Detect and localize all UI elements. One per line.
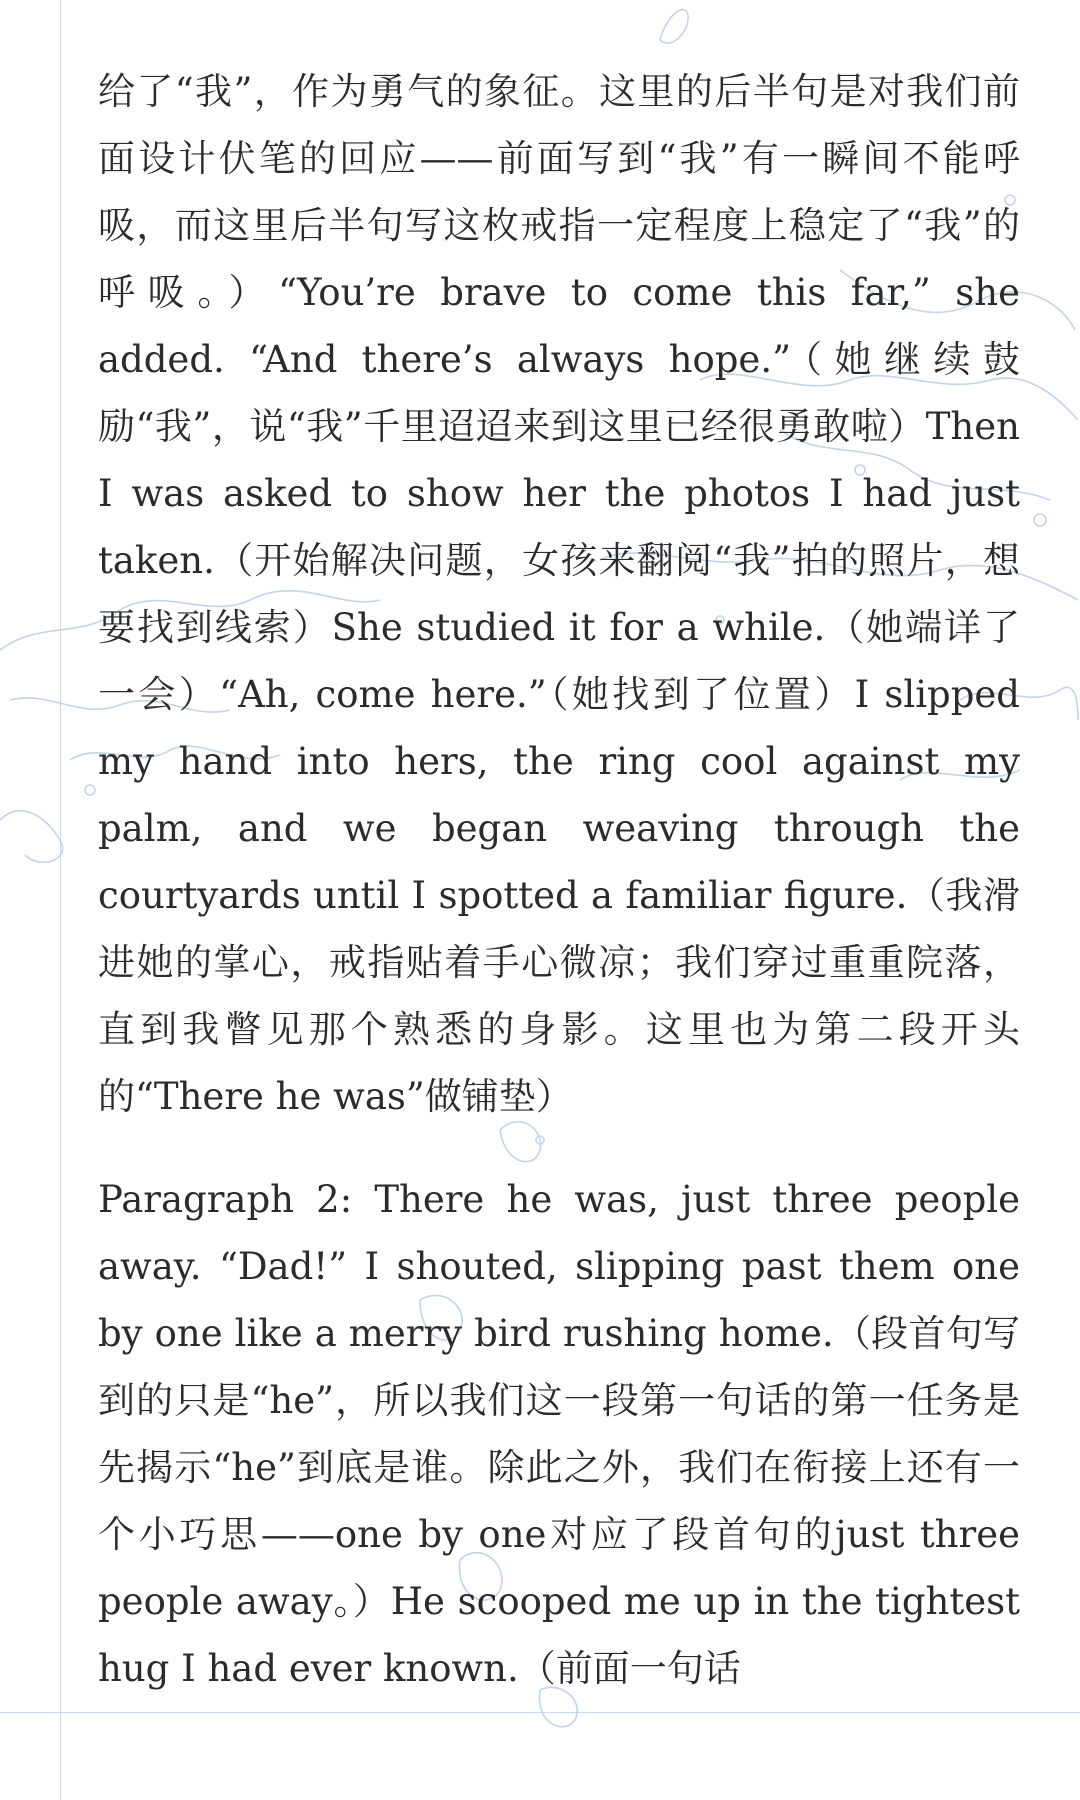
- page-bottom-rule: [0, 1712, 1080, 1713]
- notebook-margin-line: [60, 0, 61, 1800]
- document-body: [98, 58, 1020, 1702]
- paragraph-2: Paragraph 2: There he was, just three people away. “Dad!” I shouted, slipping past them one by one like a merry bird rushing home.（段首句写到的只是“he”，所以我们这一段第一句话的第一任务是先揭示“he”到底是谁。除此之外，我们在衔接上还有一个小巧思——one by one对应了段首句的just three people away。）He scooped me up in the tightest hug I had ever known.（前面一句话: [98, 1178, 1020, 1690]
- paragraph-1: 给了“我”，作为勇气的象征。这里的后半句是对我们前面设计伏笔的回应——前面写到“我”有一瞬间不能呼吸，而这里后半句写这枚戒指一定程度上稳定了“我”的呼吸。）“You’re brave to come this far,” she added. “And there’s always hope.”（她继续鼓励“我”，说“我”千里迢迢来到这里已经很勇敢啦）Then I was asked to show her the photos I had just taken.（开始解决问题，女孩来翻阅“我”拍的照片，想要找到线索）She studied it for a while.（她端详了一会）“Ah, come here.”（她找到了位置）I slipped my hand into hers, the ring cool against my palm, and we began weaving through the courtyards until I spotted a familiar figure.（我滑进她的掌心，戒指贴着手心微凉；我们穿过重重院落，直到我瞥见那个熟悉的身影。这里也为第二段开头的“There he was”做铺垫）: [98, 70, 1020, 1118]
